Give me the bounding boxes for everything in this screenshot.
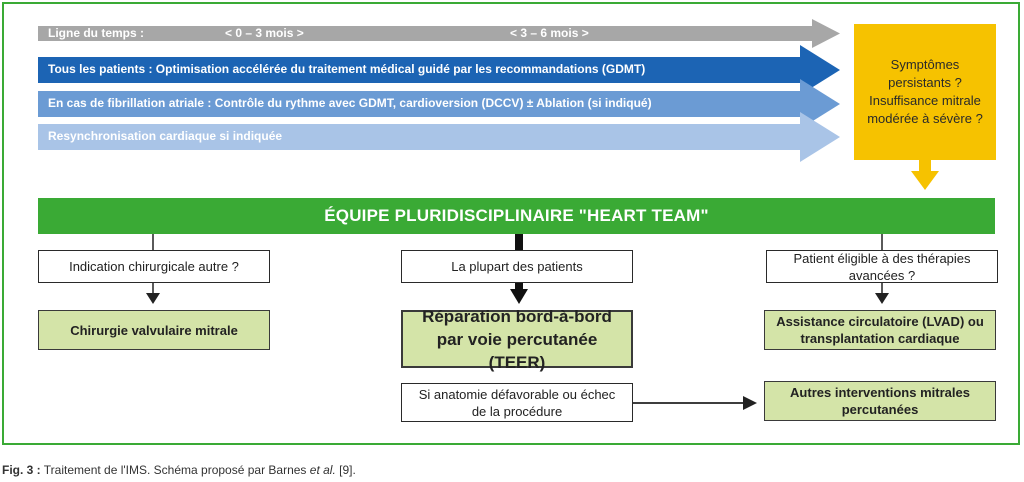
caption-italic: et al. xyxy=(309,463,336,477)
left-outcome-box xyxy=(38,310,270,350)
right-question-text: Patient éligible à des thérapies avancées ? xyxy=(793,250,971,283)
figure-caption xyxy=(2,463,356,477)
center-question-text: La plupart des patients xyxy=(451,259,583,274)
caption-text-2: [9]. xyxy=(335,463,356,477)
left-question-box xyxy=(38,250,270,283)
resync-text: Resynchronisation cardiaque si indiquée xyxy=(48,129,283,143)
symptoms-down-arrow xyxy=(911,160,939,190)
center-outcome-box xyxy=(401,306,633,372)
timeline-label: Ligne du temps : xyxy=(48,26,144,40)
caption-fig-label: Fig. 3 : xyxy=(2,463,41,477)
heart-team-bar xyxy=(38,198,995,234)
atrial-fib-text: En cas de fibrillation atriale : Contrôle du rythme avec GDMT, cardioversion (DCCV) ± Ablation (si indiqué) xyxy=(48,96,652,110)
fallback-text: Si anatomie défavorable ou échec de la procédure xyxy=(418,386,616,419)
fallback-box xyxy=(401,383,633,422)
right-outcome-box xyxy=(764,310,996,350)
symptoms-text: Symptômes persistants ? Insuffisance mitrale modérée à sévère ? xyxy=(867,57,983,126)
left-outcome-text: Chirurgie valvulaire mitrale xyxy=(70,322,238,338)
center-outcome-text: Réparation bord-à-bord par voie percutanée (TEER) xyxy=(422,306,612,372)
left-question-text: Indication chirurgicale autre ? xyxy=(69,259,239,274)
other-interventions-arrow xyxy=(743,396,757,410)
all-patients-text: Tous les patients : Optimisation accélérée du traitement médical guidé par les recommandations (GDMT) xyxy=(48,62,646,76)
other-interventions-text: Autres interventions mitrales percutanées xyxy=(790,385,970,417)
timeline-arrow xyxy=(38,19,840,48)
right-question-box xyxy=(766,250,998,283)
center-question-box xyxy=(401,250,633,283)
caption-text-1: Traitement de l'IMS. Schéma proposé par Barnes xyxy=(40,463,310,477)
left-down-arrow xyxy=(146,293,160,304)
timeline-period-2: < 3 – 6 mois > xyxy=(510,26,589,40)
right-down-arrow xyxy=(875,293,889,304)
center-down-arrow xyxy=(510,289,528,304)
right-outcome-text: Assistance circulatoire (LVAD) ou transplantation cardiaque xyxy=(776,314,984,346)
symptoms-box xyxy=(854,24,996,160)
center-connector xyxy=(515,234,523,250)
timeline-period-1: < 0 – 3 mois > xyxy=(225,26,304,40)
other-interventions-box xyxy=(764,381,996,421)
heart-team-title: ÉQUIPE PLURIDISCIPLINAIRE "HEART TEAM" xyxy=(324,206,709,225)
